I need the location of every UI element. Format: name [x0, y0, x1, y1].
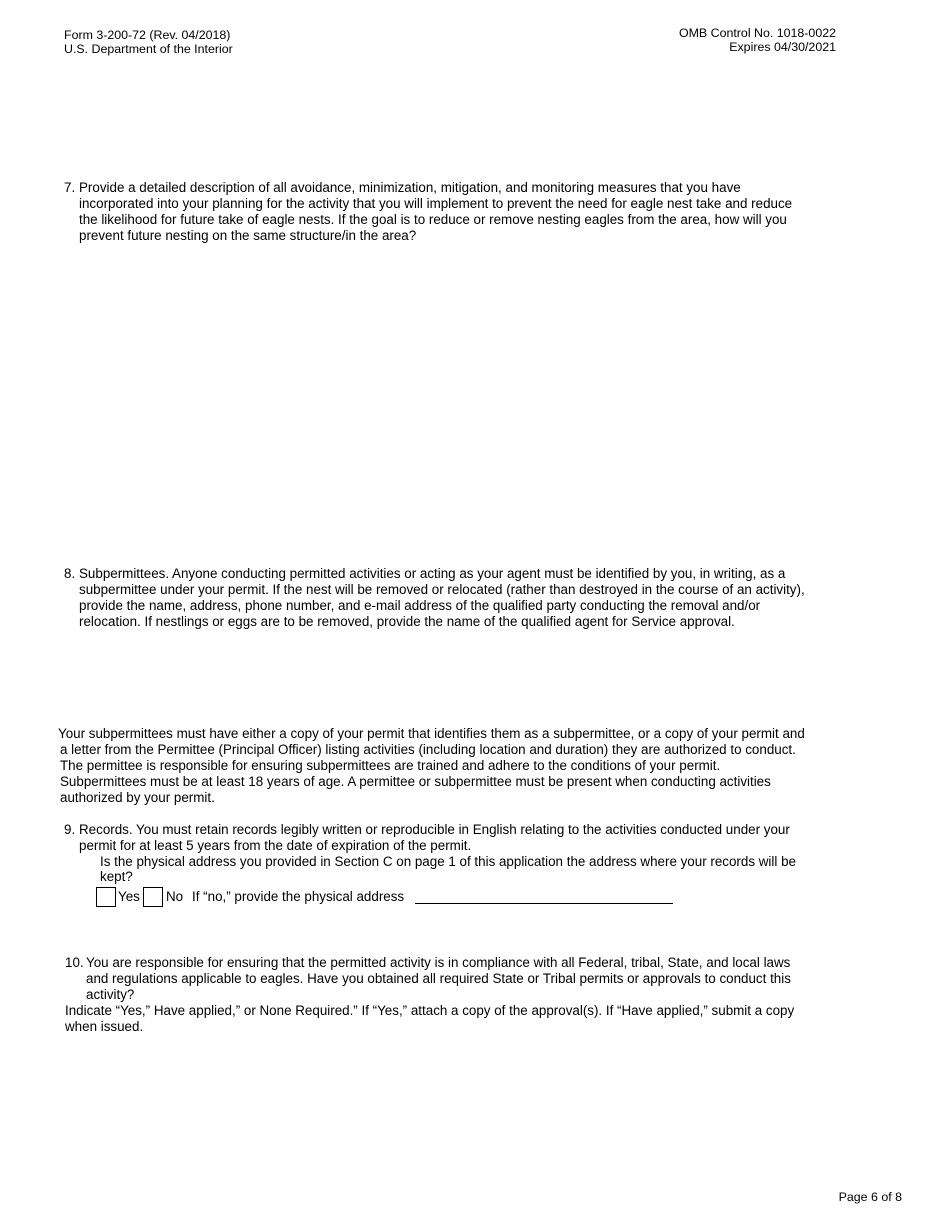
question-text-line: subpermittee under your permit. If the nest will be removed or relocated (rather than destroyed in the course of an activity), [79, 582, 805, 597]
subpermittee-note [58, 726, 805, 806]
form-number: Form 3-200-72 (Rev. 04/2018) [64, 28, 231, 42]
question-7 [64, 180, 792, 244]
question-text-line: Provide a detailed description of all avoidance, minimization, mitigation, and monitoring measures that you have [79, 180, 741, 195]
note-text-line: Subpermittees must be at least 18 years of age. A permittee or subpermittee must be present when conducting activities [60, 774, 771, 789]
no-checkbox[interactable] [143, 887, 163, 907]
note-text-line: a letter from the Permittee (Principal Officer) listing activities (including location and duration) they are authorized to conduct. [60, 742, 796, 757]
q8-answer-area[interactable] [79, 636, 839, 716]
instruction-text-line: when issued. [65, 1019, 144, 1034]
form-header-right [679, 26, 836, 54]
q9-subquestion [100, 854, 796, 883]
department-name: U.S. Department of the Interior [64, 42, 233, 56]
question-8 [64, 566, 805, 630]
yes-label: Yes [118, 889, 140, 904]
question-number: 10. [65, 955, 84, 970]
question-number: 9. [64, 822, 76, 837]
question-text-line: prevent future nesting on the same structure/in the area? [79, 228, 417, 243]
page-number: Page 6 of 8 [838, 1190, 902, 1204]
q10-answer-area[interactable] [65, 1040, 835, 1170]
yes-checkbox[interactable] [96, 887, 116, 907]
subquestion-text-line: kept? [100, 869, 133, 884]
question-number: 7. [64, 180, 76, 195]
note-text-line: authorized by your permit. [60, 790, 215, 805]
no-label: No [166, 889, 184, 904]
q7-answer-area[interactable] [79, 250, 839, 550]
expiration-date: Expires 04/30/2021 [729, 40, 836, 54]
note-text-line: Your subpermittees must have either a copy of your permit that identifies them as a subpermittee, or a copy of your permit and [58, 726, 805, 741]
question-text-line: Subpermittees. Anyone conducting permitted activities or acting as your agent must be identified by you, in writing, as a [79, 566, 786, 581]
question-text-line: relocation. If nestlings or eggs are to be removed, provide the name of the qualified agent for Service approval. [79, 614, 735, 629]
question-10 [65, 955, 794, 1035]
form-header-left [64, 28, 233, 56]
omb-control-number: OMB Control No. 1018-0022 [678, 26, 836, 40]
question-text-line: You are responsible for ensuring that the permitted activity is in compliance with all Federal, tribal, State, and local laws [86, 955, 791, 970]
question-text-line: activity? [86, 987, 135, 1002]
question-text-line: Records. You must retain records legibly written or reproducible in English relating to the activities conducted under your [79, 822, 790, 837]
question-9 [64, 822, 790, 854]
question-text-line: and regulations applicable to eagles. Have you obtained all required State or Tribal permits or approvals to conduct this [86, 971, 791, 986]
physical-address-field[interactable] [415, 903, 673, 904]
if-no-address-label: If “no,” provide the physical address [192, 889, 405, 904]
question-text-line: permit for at least 5 years from the date of expiration of the permit. [79, 838, 472, 853]
note-text-line: The permittee is responsible for ensuring subpermittees are trained and adhere to the conditions of your permit. [60, 758, 721, 773]
question-text-line: the likelihood for future take of eagle nests. If the goal is to reduce or remove nesting eagles from the area, how will you [79, 212, 787, 227]
subquestion-text-line: Is the physical address you provided in Section C on page 1 of this application the address where your records will be [100, 854, 796, 869]
question-text-line: incorporated into your planning for the activity that you will implement to prevent the need for eagle nest take and reduce [79, 196, 793, 211]
instruction-text-line: Indicate “Yes,” Have applied,” or None Required.” If “Yes,” attach a copy of the approval(s). If “Have applied,” submit a copy [65, 1003, 795, 1018]
question-number: 8. [64, 566, 76, 581]
question-text-line: provide the name, address, phone number, and e-mail address of the qualified party conducting the removal and/or [79, 598, 761, 613]
